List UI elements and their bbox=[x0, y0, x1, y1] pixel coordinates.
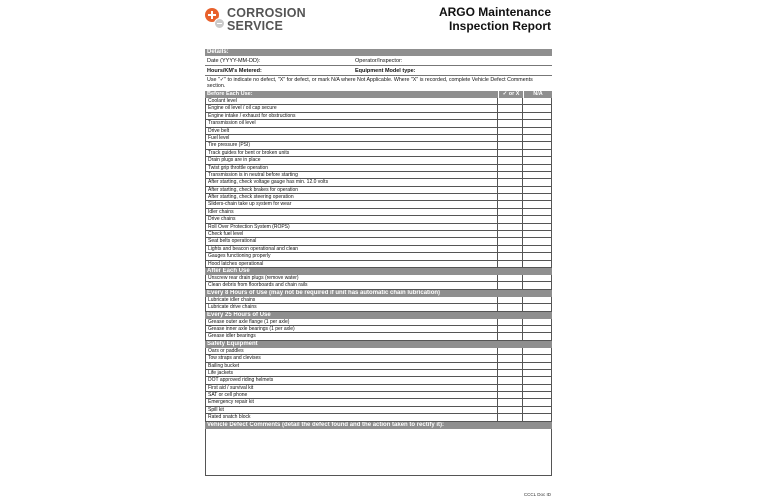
details-row-1 bbox=[205, 56, 552, 66]
checklist-row bbox=[205, 304, 552, 311]
model-label: Equipment Model type: bbox=[355, 68, 416, 74]
na-cell[interactable] bbox=[522, 201, 551, 207]
minus-logo-icon bbox=[214, 18, 225, 29]
na-cell[interactable] bbox=[522, 363, 551, 369]
operator-label: Operator/Inspector: bbox=[355, 58, 403, 64]
checklist-row bbox=[205, 128, 552, 135]
na-cell[interactable] bbox=[522, 304, 551, 310]
checklist-row bbox=[205, 120, 552, 127]
checklist-row bbox=[205, 370, 552, 377]
checklist-item-label: Clean debris from floorboards and chain rails bbox=[208, 282, 308, 289]
checklist-item-label: Emergency repair kit bbox=[208, 399, 254, 406]
checklist-item-label: Idler chains bbox=[208, 208, 234, 215]
na-cell[interactable] bbox=[522, 261, 551, 267]
check-cell[interactable] bbox=[497, 282, 522, 288]
checklist-row bbox=[205, 348, 552, 355]
date-label: Date (YYYY-MM-DD): bbox=[207, 58, 261, 64]
checklist-item-label: Drain plugs are in place bbox=[208, 157, 261, 164]
before-checklist bbox=[205, 98, 552, 268]
report-page bbox=[197, 0, 559, 500]
report-title bbox=[439, 5, 551, 33]
check-cell[interactable] bbox=[497, 319, 522, 325]
checklist-item-label: After starting, check steering operation bbox=[208, 194, 294, 201]
checklist-row bbox=[205, 179, 552, 186]
check-cell[interactable] bbox=[497, 157, 522, 163]
na-cell[interactable] bbox=[522, 128, 551, 134]
check-cell[interactable] bbox=[497, 201, 522, 207]
na-cell[interactable] bbox=[522, 253, 551, 259]
checklist-row bbox=[205, 135, 552, 142]
checklist-row bbox=[205, 246, 552, 253]
checklist-item-label: Lubricate idler chains bbox=[208, 296, 256, 303]
na-cell[interactable] bbox=[522, 142, 551, 148]
check-cell[interactable] bbox=[497, 407, 522, 413]
na-cell[interactable] bbox=[522, 282, 551, 288]
comments-heading: Vehicle Defect Comments (detail the defect found and the action taken to rectify it): bbox=[205, 422, 552, 429]
checklist-row bbox=[205, 392, 552, 399]
check-cell[interactable] bbox=[497, 179, 522, 185]
na-cell[interactable] bbox=[522, 105, 551, 111]
checklist-row bbox=[205, 172, 552, 179]
checklist-item-label: Spill kit bbox=[208, 406, 224, 413]
check-cell[interactable] bbox=[497, 231, 522, 237]
details-row-2 bbox=[205, 66, 552, 76]
check-cell[interactable] bbox=[497, 355, 522, 361]
check-cell[interactable] bbox=[497, 105, 522, 111]
check-cell[interactable] bbox=[497, 238, 522, 244]
checklist-item-label: Fuel level bbox=[208, 134, 230, 141]
check-cell[interactable] bbox=[497, 194, 522, 200]
na-cell[interactable] bbox=[522, 135, 551, 141]
checklist-item-label: Unscrew rear drain plugs (remove water) bbox=[208, 274, 299, 281]
check-cell[interactable] bbox=[497, 333, 522, 339]
checklist-row bbox=[205, 377, 552, 384]
details-heading: Details: bbox=[205, 49, 552, 56]
check-cell[interactable] bbox=[497, 209, 522, 215]
na-cell[interactable] bbox=[522, 377, 551, 383]
checklist-item-label: Life jackets bbox=[208, 369, 234, 376]
checklist-item-label: Drive belt bbox=[208, 127, 230, 134]
na-cell[interactable] bbox=[522, 246, 551, 252]
checklist-row bbox=[205, 319, 552, 326]
checklist-row bbox=[205, 113, 552, 120]
check-cell[interactable] bbox=[497, 165, 522, 171]
checklist-row bbox=[205, 385, 552, 392]
check-cell[interactable] bbox=[497, 370, 522, 376]
na-cell[interactable] bbox=[522, 297, 551, 303]
checklist-item-label: Drive chains bbox=[208, 216, 236, 223]
checklist-item-label: Grease outer axle flange (1 per axle) bbox=[208, 318, 290, 325]
hours25-checklist bbox=[205, 319, 552, 341]
hours8-checklist bbox=[205, 297, 552, 312]
checklist-item-label: Bailing bucket bbox=[208, 362, 240, 369]
na-cell[interactable] bbox=[522, 355, 551, 361]
logo-line1: CORROSION bbox=[227, 6, 306, 20]
na-cell[interactable] bbox=[522, 113, 551, 119]
checklist-row bbox=[205, 209, 552, 216]
check-cell[interactable] bbox=[497, 414, 522, 420]
checklist-item-label: After starting, check brakes for operation bbox=[208, 186, 299, 193]
na-cell[interactable] bbox=[522, 120, 551, 126]
checklist-item-label: Sliders-chain take up system for wear bbox=[208, 201, 292, 208]
checklist-item-label: Tire pressure (PSI) bbox=[208, 142, 251, 149]
checklist-item-label: DOT approved riding helmets bbox=[208, 377, 274, 384]
check-cell[interactable] bbox=[497, 120, 522, 126]
check-cell[interactable] bbox=[497, 187, 522, 193]
after-heading: After Each Use bbox=[205, 268, 552, 275]
checklist-row bbox=[205, 194, 552, 201]
checklist-item-label: Grease idler bearings bbox=[208, 333, 256, 340]
checklist-item-label: Coolant level bbox=[208, 98, 237, 104]
check-cell[interactable] bbox=[497, 326, 522, 332]
na-cell[interactable] bbox=[522, 414, 551, 420]
checklist-item-label: Grease inner axle bearings (1 per axle) bbox=[208, 325, 295, 332]
checklist-row bbox=[205, 201, 552, 208]
na-cell[interactable] bbox=[522, 179, 551, 185]
check-cell[interactable] bbox=[497, 275, 522, 281]
na-column-header: N/A bbox=[523, 91, 552, 98]
check-cell[interactable] bbox=[497, 142, 522, 148]
hours25-heading: Every 25 Hours of Use bbox=[205, 312, 552, 319]
check-cell[interactable] bbox=[497, 216, 522, 222]
na-cell[interactable] bbox=[522, 209, 551, 215]
checklist-row bbox=[205, 326, 552, 333]
checklist-row bbox=[205, 105, 552, 112]
na-cell[interactable] bbox=[522, 231, 551, 237]
na-cell[interactable] bbox=[522, 275, 551, 281]
check-cell[interactable] bbox=[497, 253, 522, 259]
na-cell[interactable] bbox=[522, 238, 551, 244]
check-cell[interactable] bbox=[497, 128, 522, 134]
checklist-item-label: After starting, check voltage gauge has min. 12.0 volts bbox=[208, 179, 329, 186]
na-cell[interactable] bbox=[522, 370, 551, 376]
checklist-row bbox=[205, 297, 552, 304]
safety-checklist bbox=[205, 348, 552, 422]
checklist-item-label: SAT or cell phone bbox=[208, 392, 248, 399]
na-cell[interactable] bbox=[522, 348, 551, 354]
check-cell[interactable] bbox=[497, 348, 522, 354]
checklist-row bbox=[205, 231, 552, 238]
checklist-row bbox=[205, 399, 552, 406]
checklist-row bbox=[205, 224, 552, 231]
check-cell[interactable] bbox=[497, 377, 522, 383]
checklist-row bbox=[205, 333, 552, 340]
check-cell[interactable] bbox=[497, 392, 522, 398]
checklist-item-label: Engine intake / exhaust for obstructions bbox=[208, 112, 296, 119]
before-heading: Before Each Use: bbox=[207, 91, 253, 97]
checklist-row bbox=[205, 238, 552, 245]
checklist-row bbox=[205, 363, 552, 370]
na-cell[interactable] bbox=[522, 333, 551, 339]
checklist-item-label: Track guides for bent or broken units bbox=[208, 149, 290, 156]
checklist-row bbox=[205, 142, 552, 149]
checklist-row bbox=[205, 407, 552, 414]
check-cell[interactable] bbox=[497, 297, 522, 303]
checklist-item-label: Tow straps and clevises bbox=[208, 355, 261, 362]
check-cell[interactable] bbox=[497, 246, 522, 252]
checklist-row bbox=[205, 187, 552, 194]
check-cell[interactable] bbox=[497, 399, 522, 405]
doc-id: CCCL Doc ID bbox=[523, 492, 551, 497]
check-cell[interactable] bbox=[497, 113, 522, 119]
check-cell[interactable] bbox=[497, 385, 522, 391]
na-cell[interactable] bbox=[522, 326, 551, 332]
na-cell[interactable] bbox=[522, 407, 551, 413]
checklist-row bbox=[205, 282, 552, 289]
checklist-row bbox=[205, 150, 552, 157]
hours8-heading: Every 8 Hours of Use (may not be required if unit has automatic chain lubrication) bbox=[205, 290, 552, 297]
title-line1: ARGO Maintenance bbox=[438, 5, 551, 19]
na-cell[interactable] bbox=[522, 385, 551, 391]
checklist-row bbox=[205, 414, 552, 421]
checklist-item-label: Hood latches operational bbox=[208, 260, 264, 267]
checklist-row bbox=[205, 157, 552, 164]
checklist-item-label: Transmission is in neutral before starting bbox=[208, 171, 298, 178]
na-cell[interactable] bbox=[522, 165, 551, 171]
checklist-row bbox=[205, 98, 552, 105]
hours-label: Hours/KM's Metered: bbox=[207, 68, 262, 74]
safety-heading: Safety Equipment bbox=[205, 341, 552, 348]
checklist-item-label: Oars or paddles bbox=[208, 347, 244, 354]
check-cell[interactable] bbox=[497, 224, 522, 230]
title-line2: Inspection Report bbox=[448, 19, 551, 33]
check-cell[interactable] bbox=[497, 135, 522, 141]
checklist-item-label: Engine oil level / oil cap secure bbox=[208, 105, 277, 112]
checklist-row bbox=[205, 355, 552, 362]
checklist-row bbox=[205, 216, 552, 223]
na-cell[interactable] bbox=[522, 216, 551, 222]
comments-box[interactable] bbox=[205, 429, 552, 476]
check-cell[interactable] bbox=[497, 261, 522, 267]
inspection-form bbox=[205, 49, 552, 476]
company-logo bbox=[205, 6, 325, 34]
checklist-item-label: Lights and beacon operational and clean bbox=[208, 245, 299, 252]
check-column-header: ✓ or X bbox=[498, 91, 523, 98]
checklist-item-label: Twist grip throttle operation bbox=[208, 164, 269, 171]
checklist-item-label: Lubricate drive chains bbox=[208, 304, 257, 311]
check-cell[interactable] bbox=[497, 150, 522, 156]
na-cell[interactable] bbox=[522, 172, 551, 178]
na-cell[interactable] bbox=[522, 224, 551, 230]
na-cell[interactable] bbox=[522, 319, 551, 325]
na-cell[interactable] bbox=[522, 157, 551, 163]
na-cell[interactable] bbox=[522, 150, 551, 156]
na-cell[interactable] bbox=[522, 399, 551, 405]
check-cell[interactable] bbox=[497, 98, 522, 104]
checklist-item-label: First aid / survival kit bbox=[208, 384, 254, 391]
checklist-row bbox=[205, 253, 552, 260]
checklist-item-label: Seat belts operational bbox=[208, 238, 257, 245]
instructions-text: Use "✓" to indicate no defect, "X" for defect, or mark N/A where Not Applicable. Where "X" is recorded, complete Vehicle Defect Comments section. bbox=[207, 77, 533, 90]
check-cell[interactable] bbox=[497, 304, 522, 310]
checklist-item-label: Rated snatch block bbox=[208, 414, 251, 421]
checklist-item-label: Gauges functioning properly bbox=[208, 253, 271, 260]
checklist-row bbox=[205, 275, 552, 282]
na-cell[interactable] bbox=[522, 392, 551, 398]
na-cell[interactable] bbox=[522, 187, 551, 193]
logo-line2: SERVICE bbox=[227, 19, 284, 33]
check-cell[interactable] bbox=[497, 363, 522, 369]
after-checklist bbox=[205, 275, 552, 290]
checklist-item-label: Roll Over Protection System (ROPS) bbox=[208, 223, 290, 230]
checklist-row bbox=[205, 165, 552, 172]
check-cell[interactable] bbox=[497, 172, 522, 178]
checklist-row bbox=[205, 261, 552, 268]
checklist-item-label: Transmission oil level bbox=[208, 120, 256, 127]
checklist-item-label: Check fuel level bbox=[208, 231, 244, 238]
na-cell[interactable] bbox=[522, 194, 551, 200]
na-cell[interactable] bbox=[522, 98, 551, 104]
before-heading-row bbox=[205, 91, 552, 98]
